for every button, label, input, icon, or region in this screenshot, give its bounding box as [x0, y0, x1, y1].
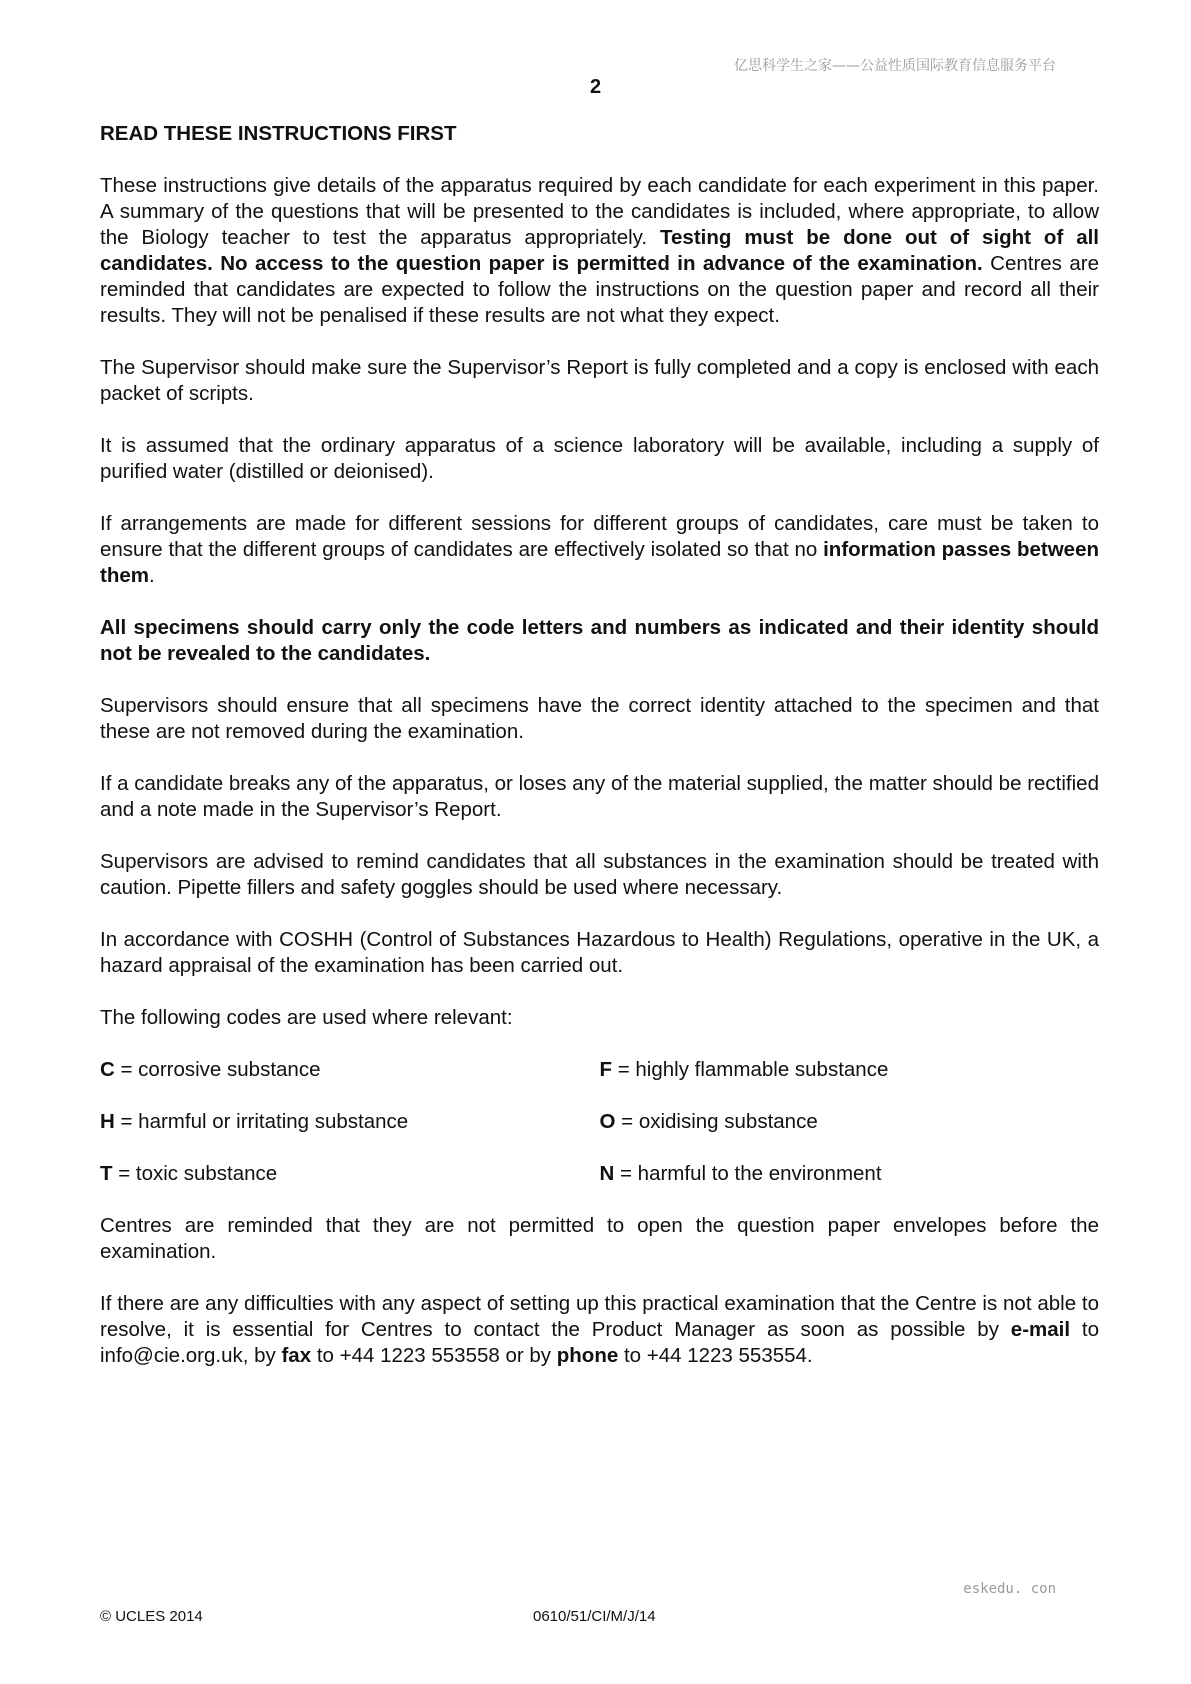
- bold-text: All specimens should carry only the code letters and numbers as indicated and their identity should not be revealed to the candidates.: [100, 616, 1099, 665]
- text-span: If arrangements are made for different sessions for different groups of candidates, care must be taken to ensure that the different groups of candidates are effectively isolated so that no: [100, 512, 1099, 561]
- paragraph-coshh: In accordance with COSHH (Control of Substances Hazardous to Health) Regulations, operative in the UK, a hazard appraisal of the examination has been carried out.: [100, 928, 1099, 977]
- paragraph-envelopes: Centres are reminded that they are not permitted to open the question paper envelopes before the examination.: [100, 1214, 1099, 1263]
- code-description: = corrosive substance: [114, 1058, 321, 1081]
- document-body: [100, 121, 1099, 1395]
- paragraph-breakage: If a candidate breaks any of the apparatus, or loses any of the material supplied, the matter should be rectified and a note made in the Supervisor’s Report.: [100, 772, 1099, 821]
- text-span: If there are any difficulties with any aspect of setting up this practical examination that the Centre is not able to resolve, it is essential for Centres to contact the Product Manager as soon as possible by: [100, 1292, 1099, 1341]
- text-span: .: [148, 564, 155, 587]
- code-row: [100, 1057, 1099, 1083]
- paragraph-caution: Supervisors are advised to remind candidates that all substances in the examination should be treated with caution. Pipette fillers and safety goggles should be used where necessary.: [100, 850, 1099, 899]
- text-span: Centres are reminded that candidates are expected to follow the instructions on the question paper and record all their results. They will not be penalised if these results are not what they expect.: [100, 252, 1099, 327]
- code-letter: N: [599, 1162, 615, 1185]
- code-row: [100, 1161, 1099, 1187]
- bold-text: Testing must be done out of sight of all candidates. No access to the question paper is permitted in advance of the examination.: [100, 226, 1099, 275]
- code-row: [100, 1109, 1099, 1135]
- bold-text: information passes between them: [100, 538, 1099, 587]
- paragraph-sessions: [100, 511, 1099, 589]
- footer-site-text: eskedu. con: [963, 1581, 1056, 1597]
- hazard-code-item: [100, 1109, 600, 1135]
- code-description: = highly flammable substance: [612, 1058, 889, 1081]
- text-span: to +44 1223 553558 or by: [311, 1344, 557, 1367]
- email-label: e-mail: [1010, 1318, 1071, 1341]
- text-span: to +44 1223 553554.: [618, 1344, 813, 1367]
- code-description: = oxidising substance: [615, 1110, 818, 1133]
- page-number: 2: [589, 76, 602, 98]
- code-letter: T: [100, 1162, 113, 1185]
- fax-label: fax: [281, 1344, 312, 1367]
- code-description: = harmful or irritating substance: [114, 1110, 409, 1133]
- paragraph-specimen-identity: Supervisors should ensure that all specimens have the correct identity attached to the specimen and that these are not removed during the examination.: [100, 694, 1099, 743]
- footer-copyright: © UCLES 2014: [100, 1608, 203, 1625]
- code-letter: H: [100, 1110, 115, 1133]
- watermark-text: 亿思科学生之家——公益性质国际教育信息服务平台: [734, 58, 1056, 74]
- code-letter: F: [599, 1058, 613, 1081]
- paragraph-codes-intro: The following codes are used where relevant:: [100, 1006, 513, 1029]
- paragraph-supervisor-report: The Supervisor should make sure the Supervisor’s Report is fully completed and a copy is enclosed with each packet of scripts.: [100, 356, 1099, 405]
- code-description: = harmful to the environment: [614, 1162, 882, 1185]
- paragraph-specimens-warning: [100, 615, 1099, 667]
- hazard-code-item: [600, 1057, 1100, 1083]
- text-span: to info@cie.org.uk, by: [100, 1318, 1099, 1367]
- page-title: READ THESE INSTRUCTIONS FIRST: [100, 122, 457, 145]
- hazard-codes: [100, 1057, 1099, 1187]
- footer-paper-code: 0610/51/CI/M/J/14: [533, 1608, 656, 1625]
- code-description: = toxic substance: [112, 1162, 278, 1185]
- phone-label: phone: [556, 1344, 619, 1367]
- paragraph-apparatus: [100, 173, 1099, 329]
- paragraph-lab-apparatus: It is assumed that the ordinary apparatus of a science laboratory will be available, including a supply of purified water (distilled or deionised).: [100, 434, 1099, 483]
- hazard-code-item: [600, 1161, 1100, 1187]
- hazard-code-item: [100, 1057, 600, 1083]
- hazard-code-item: [100, 1161, 600, 1187]
- hazard-code-item: [600, 1109, 1100, 1135]
- paragraph-contact: [100, 1291, 1099, 1369]
- text-span: These instructions give details of the apparatus required by each candidate for each experiment in this paper. A summary of the questions that will be presented to the candidates is included, where appropriate, to allow the Biology teacher to test the apparatus appropriately.: [100, 174, 1099, 249]
- code-letter: C: [100, 1058, 115, 1081]
- code-letter: O: [599, 1110, 616, 1133]
